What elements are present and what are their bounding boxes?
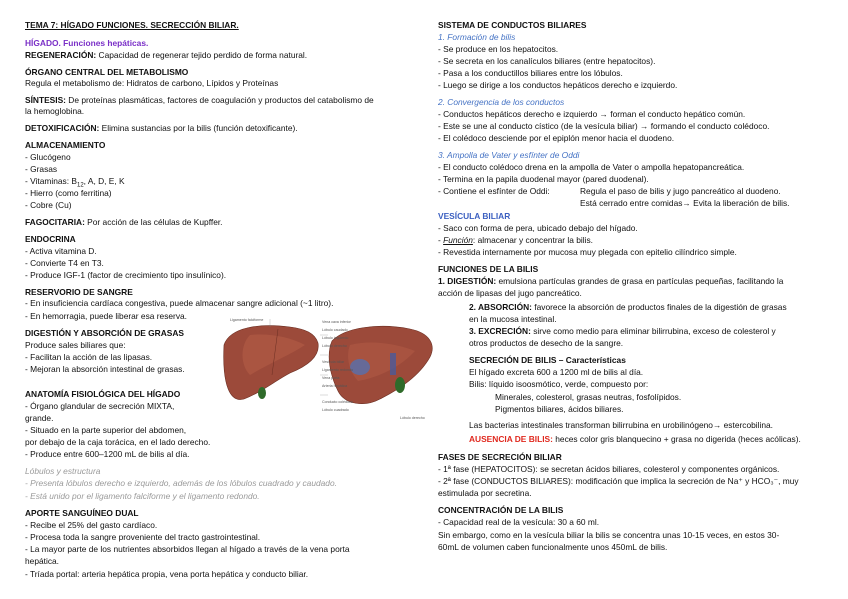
ves-funcion-label: Función	[443, 235, 473, 245]
f3-label: 3. EXCRECIÓN:	[469, 326, 531, 336]
fig-caption: Conducto colédoco	[322, 400, 353, 404]
anat-item: grande.	[25, 413, 54, 423]
reserv-item: - En hemorragia, puede liberar esa reserva.	[25, 311, 187, 321]
conc-item: 60mL de volumen caben funcionalmente unos 450mL de bilis.	[438, 542, 668, 552]
detox-text: Elimina sustancias por la bilis (función detoxificante).	[99, 123, 298, 133]
alm-item: - Grasas	[25, 164, 58, 174]
fig-caption: Ligamento redondo	[322, 368, 353, 372]
sec-item: Minerales, colesterol, grasas neutras, fosfolípidos.	[495, 392, 682, 402]
ausencia-label: AUSENCIA DE BILIS:	[469, 434, 553, 444]
s3-item: - Contiene el esfínter de Oddi:	[438, 186, 550, 196]
endo-item: - Produce IGF-1 (factor de crecimiento tipo insulínico).	[25, 270, 227, 280]
s1-item: - Pasa a los conductillos biliares entre los lóbulos.	[438, 68, 623, 78]
fig-caption: Lóbulo caudado	[322, 328, 348, 332]
aporte-heading: APORTE SANGUÍNEO DUAL	[25, 508, 139, 518]
s3-heading: 3. Ampolla de Vater y esfínter de Oddi	[438, 150, 580, 160]
regen-text: Capacidad de regenerar tejido perdido de forma natural.	[96, 50, 308, 60]
vena-cava	[350, 359, 370, 375]
fig-caption: Lóbulo izquierdo	[322, 336, 349, 340]
sistema-heading: SISTEMA DE CONDUCTOS BILIARES	[438, 20, 587, 30]
ves-item: - Saco con forma de pera, ubicado debajo del hígado.	[438, 223, 638, 233]
s2-item: - Conductos hepáticos derecho e izquierdo → forman el conducto hepático común.	[438, 109, 746, 119]
f3-2: otros productos de desecho de la sangre.	[469, 338, 624, 348]
endo-item: - Convierte T4 en T3.	[25, 258, 104, 268]
liver-illustration	[220, 315, 438, 425]
endo-heading: ENDOCRINA	[25, 234, 76, 244]
conc-heading: CONCENTRACIÓN DE LA BILIS	[438, 505, 564, 515]
sec-item: El hígado excreta 600 a 1200 ml de bilis al día.	[469, 367, 644, 377]
ves-item: - Revestida internamente por mucosa muy plegada con epitelio cilíndrico simple.	[438, 247, 737, 257]
alm-item: - Hierro (como ferritina)	[25, 188, 112, 198]
conc-item: Sin embargo, como en la vesícula biliar la bilis se concentra unas 10-15 veces, en estos 30-	[438, 530, 780, 540]
fases-heading: FASES DE SECRECIÓN BILIAR	[438, 452, 562, 462]
sintesis-2: la hemoglobina.	[25, 106, 85, 116]
aporte-item: hepática.	[25, 556, 59, 566]
aporte-item: - La mayor parte de los nutrientes absorbidos llegan al hígado a través de la vena porta	[25, 544, 350, 554]
vit-sub: 12	[76, 182, 84, 189]
aporte-item: - Tríada portal: arteria hepática propia, vena porta hepática y conducto biliar.	[25, 569, 309, 579]
fig-caption: Arteria hepática	[322, 384, 348, 388]
portal-vein	[390, 353, 396, 375]
fago-text: Por acción de las células de Kupffer.	[84, 217, 223, 227]
anat-item: por debajo de la caja torácica, en el lado derecho.	[25, 437, 211, 447]
conc-item: - Capacidad real de la vesícula: 30 a 60 ml.	[438, 517, 600, 527]
organo-heading: ÓRGANO CENTRAL DEL METABOLISMO	[25, 67, 189, 77]
ves-funcion: - Función: almacenar y concentrar la bilis.	[438, 235, 594, 245]
dig-item: - Mejoran la absorción intestinal de grasas.	[25, 364, 185, 374]
gallbladder-posterior	[395, 377, 405, 393]
ves-funcion-text: : almacenar y concentrar la bilis.	[472, 235, 594, 245]
f3	[469, 326, 776, 336]
f1	[438, 276, 783, 286]
lob-item: - Está unido por el ligamento falciforme y el ligamento redondo.	[25, 491, 260, 501]
funciones-heading: FUNCIONES DE LA BILIS	[438, 264, 539, 274]
anat-item: - Produce entre 600–1200 mL de bilis al día.	[25, 449, 190, 459]
alm-heading: ALMACENAMIENTO	[25, 140, 106, 150]
f3-text: sirve como medio para eliminar bilirrubina, exceso de colesterol y	[530, 326, 776, 336]
f1-2: acción de lipasas del jugo pancreático.	[438, 288, 582, 298]
sec-item: Pigmentos biliares, ácidos biliares.	[495, 404, 624, 414]
vesicula-heading: VESÍCULA BILIAR	[438, 211, 511, 221]
f2-text: favorece la absorción de productos finales de la digestión de grasas	[531, 302, 787, 312]
oddi-1: Regula el paso de bilis y jugo pancreático al duodeno.	[580, 186, 781, 196]
f2	[469, 302, 787, 312]
lobulos-heading: Lóbulos y estructura	[25, 466, 101, 476]
s2-item: - El colédoco desciende por el epiplón menor hacia el duodeno.	[438, 133, 675, 143]
dig-heading: DIGESTIÓN Y ABSORCIÓN DE GRASAS	[25, 328, 184, 338]
s3-item: - Termina en la papila duodenal mayor (pared duodenal).	[438, 174, 649, 184]
lob-item: - Presenta lóbulos derecho e izquierdo, además de los lóbulos cuadrado y caudado.	[25, 478, 337, 488]
regula-text: Regula el metabolismo de: Hidratos de carbono, Lípidos y Proteínas	[25, 78, 279, 88]
s1-item: - Se produce en los hepatocitos.	[438, 44, 559, 54]
liver-svg	[220, 315, 438, 425]
fig-caption: Vesícula biliar	[322, 360, 345, 364]
sintesis-text: De proteínas plasmáticas, factores de coagulación y productos del catabolismo de	[65, 95, 374, 105]
f1-text: emulsiona partículas grandes de grasa en partículas pequeñas, facilitando la	[496, 276, 784, 286]
endo-item: - Activa vitamina D.	[25, 246, 97, 256]
doc-title: TEMA 7: HÍGADO FUNCIONES. SECRECCIÓN BILIAR.	[25, 20, 239, 30]
fase-item: - 1ª fase (HEPATOCITOS): se secretan ácidos biliares, colesterol y componentes orgánicos.	[438, 464, 780, 474]
s2-item: - Este se une al conducto cístico (de la vesícula biliar) → formando el conducto colédoco.	[438, 121, 770, 131]
fig-caption: Lóbulo cuadrado	[322, 408, 349, 412]
f2-label: 2. ABSORCIÓN:	[469, 302, 532, 312]
dig-intro: Produce sales biliares que:	[25, 340, 126, 350]
fig-caption: Lóbulo derecho	[400, 416, 425, 420]
ausencia	[469, 434, 801, 444]
sintesis-label: SÍNTESIS:	[25, 95, 66, 105]
f1-label: 1. DIGESTIÓN:	[438, 276, 497, 286]
detox-label: DETOXIFICACIÓN:	[25, 123, 100, 133]
ausencia-text: heces color gris blanquecino + grasa no digerida (heces acólicas).	[552, 434, 801, 444]
s1-item: - Se secreta en los canalículos biliares (entre hepatocitos).	[438, 56, 656, 66]
s3-item: - El conducto colédoco drena en la ampolla de Vater o ampolla hepatopancreática.	[438, 162, 745, 172]
anat-heading: ANATOMÍA FISIOLÓGICA DEL HÍGADO	[25, 389, 181, 399]
f2-2: en la mucosa intestinal.	[469, 314, 557, 324]
aporte-item: - Procesa toda la sangre proveniente del tracto gastrointestinal.	[25, 532, 261, 542]
anat-item: - Órgano glandular de secreción MIXTA,	[25, 401, 175, 411]
oddi-2: Está cerrado entre comidas→ Evita la liberación de bilis.	[580, 198, 790, 208]
fagocitaria	[25, 217, 223, 227]
aporte-item: - Recibe el 25% del gasto cardíaco.	[25, 520, 158, 530]
fago-label: FAGOCITARIA:	[25, 217, 85, 227]
fig-caption: Lóbulo derecho	[322, 344, 347, 348]
sec-item: Las bacterias intestinales transforman bilirrubina en urobilinógeno→ estercobilina.	[469, 420, 773, 430]
gallbladder-anterior	[258, 387, 266, 399]
vit-rest: , A, D, E, K	[83, 176, 125, 186]
detox	[25, 123, 298, 133]
fig-caption: Ligamento falciforme	[230, 318, 264, 322]
fig-caption: Vena porta	[322, 376, 340, 380]
fase-item: estimulada por secretina.	[438, 488, 532, 498]
anat-item: - Situado en la parte superior del abdomen,	[25, 425, 187, 435]
vit-label: - Vitaminas: B	[25, 176, 77, 186]
sec-item: Bilis: líquido isoosmótico, verde, compuesto por:	[469, 379, 649, 389]
reserv-item: - En insuficiencia cardíaca congestiva, puede almacenar sangre adicional (~1 litro).	[25, 298, 334, 308]
alm-item: - Cobre (Cu)	[25, 200, 72, 210]
alm-item: - Glucógeno	[25, 152, 71, 162]
s1-item: - Luego se dirige a los conductos hepáticos derecho e izquierdo.	[438, 80, 678, 90]
dig-item: - Facilitan la acción de las lipasas.	[25, 352, 153, 362]
fase-item: - 2ª fase (CONDUCTOS BILIARES): modificación que implica la secreción de Na⁺ y HCO₃⁻, muy	[438, 476, 799, 486]
regen-label: REGENERACIÓN:	[25, 50, 97, 60]
secrecion-heading: SECRECIÓN DE BILIS – Características	[469, 355, 626, 365]
s2-heading: 2. Convergencia de los conductos	[438, 97, 565, 107]
regeneracion	[25, 50, 307, 60]
higado-heading: HÍGADO. Funciones hepáticas.	[25, 38, 149, 48]
fig-caption: Vena cava inferior	[322, 320, 351, 324]
s1-heading: 1. Formación de bilis	[438, 32, 516, 42]
reserv-heading: RESERVORIO DE SANGRE	[25, 287, 133, 297]
sintesis-1	[25, 95, 374, 105]
